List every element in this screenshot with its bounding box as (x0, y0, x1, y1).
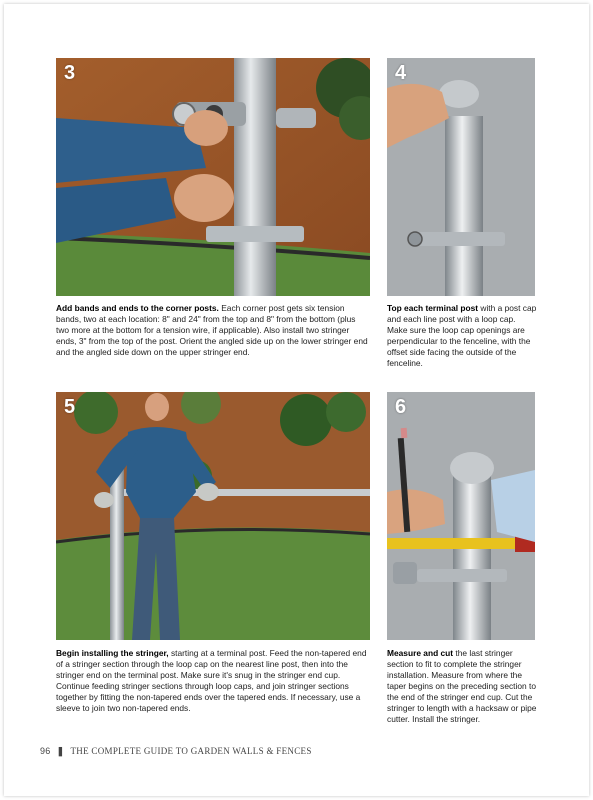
caption-step-6 (387, 648, 537, 725)
step-number: 5 (64, 396, 76, 418)
step-number: 3 (64, 62, 76, 84)
step-number: 4 (395, 62, 407, 84)
caption-title: Measure and cut (387, 648, 454, 658)
photo-step-5 (56, 392, 370, 640)
caption-step-5 (56, 648, 374, 714)
caption-step-4 (387, 303, 537, 369)
caption-body: the last stringer section to fit to complete the stringer installation. Measure from where the taper begins on the preceding section to the end of the stringer end cup. Cut the stringer to length with a hacksaw or pipe cutter. Install the stringer. (387, 648, 537, 724)
footer-separator: ❚ (56, 746, 65, 756)
photo-step-6 (387, 392, 535, 640)
caption-title: Begin installing the stringer, (56, 648, 169, 658)
photo-step-4-image (387, 58, 535, 296)
page-number: 96 (40, 746, 51, 756)
caption-title: Top each terminal post (387, 303, 479, 313)
page-footer (40, 746, 312, 757)
caption-body: with a post cap and each line post with a loop cap. Make sure the loop cap openings are perpendicular to the fenceline, with the offset side facing the outside of the fenceline. (387, 303, 537, 368)
photo-step-6-image (387, 392, 535, 640)
caption-body: starting at a terminal post. Feed the non-tapered end of a stringer section through the loop cap on the nearest line post, then into the stringer end on the terminal post. Make sure it's snug in the stringer end cup. Continue feeding stringer sections through loop caps, and join stringer sections together by fitting the non-tapered ends over the tapered ends. If necessary, use a sleeve to join two non-tapered ends. (56, 648, 367, 713)
step-number: 6 (395, 396, 407, 418)
book-title: THE COMPLETE GUIDE TO GARDEN WALLS & FENCES (70, 746, 312, 756)
photo-step-4 (387, 58, 535, 296)
photo-step-3-image (56, 58, 370, 296)
caption-title: Add bands and ends to the corner posts. (56, 303, 219, 313)
caption-step-3 (56, 303, 370, 358)
photo-step-3 (56, 58, 370, 296)
caption-body: Each corner post gets six tension bands, two at each location: 8" and 24" from the top and 8" from the bottom (plus two more at the bottom for a tension wire, if applicable). Also install two stringer ends, 3" from the top of the post. Orient the angled side up on the lower stringer end and the angled side down on the upper stringer end. (56, 303, 368, 357)
photo-step-5-image (56, 392, 370, 640)
